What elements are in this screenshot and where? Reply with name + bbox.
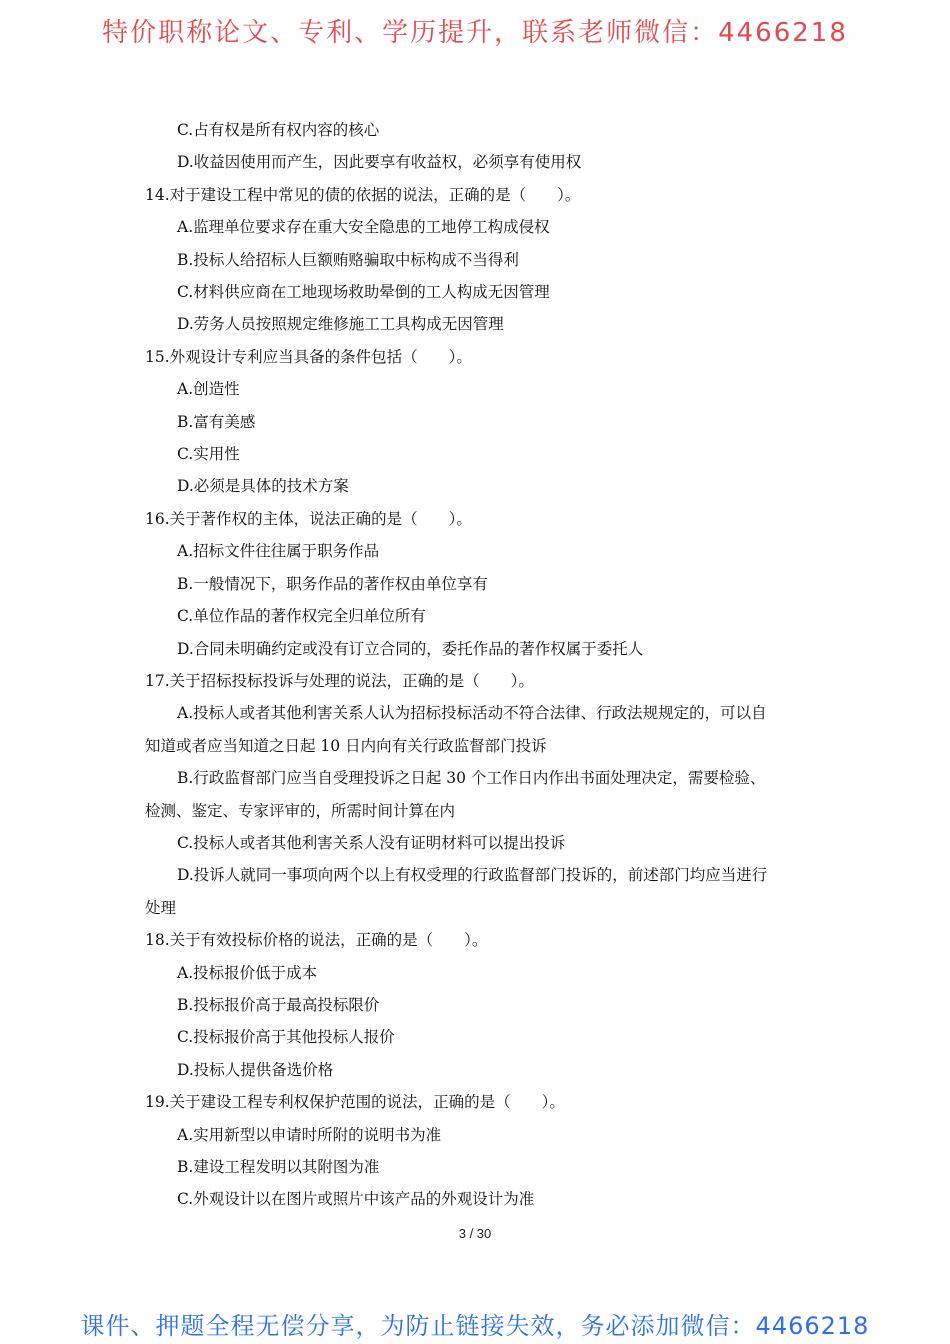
question-stem: 19.关于建设工程专利权保护范围的说法，正确的是（ ）。 — [145, 1093, 565, 1112]
promo-banner-top: 特价职称论文、专利、学历提升，联系老师微信：4466218 — [102, 18, 848, 48]
question-stem: 17.关于招标投标投诉与处理的说法，正确的是（ ）。 — [145, 671, 534, 690]
answer-option: B.投标人给招标人巨额贿赂骗取中标构成不当得利 — [177, 250, 519, 269]
answer-option: A.创造性 — [177, 380, 240, 399]
answer-option: A.实用新型以申请时所附的说明书为准 — [177, 1125, 442, 1144]
question-stem: 15.外观设计专利应当具备的条件包括（ ）。 — [145, 347, 472, 366]
answer-option: B.投标报价高于最高投标限价 — [177, 995, 380, 1014]
answer-option: B.行政监督部门应当自受理投诉之日起 30 个工作日内作出书面处理决定，需要检验、 — [177, 769, 766, 788]
answer-option: D.必须是具体的技术方案 — [177, 477, 349, 496]
answer-option: A.招标文件往往属于职务作品 — [177, 542, 380, 561]
answer-option: C.占有权是所有权内容的核心 — [177, 121, 380, 139]
question-stem: 18.关于有效投标价格的说法，正确的是（ ）。 — [145, 931, 488, 950]
page-number: 3 / 30 — [458, 1226, 492, 1241]
answer-option: A.投标报价低于成本 — [177, 963, 318, 982]
answer-option: B.一般情况下，职务作品的著作权由单位享有 — [177, 574, 488, 593]
answer-option: B.富有美感 — [177, 412, 256, 431]
text-continuation: 检测、鉴定、专家评审的，所需时间计算在内 — [145, 801, 456, 820]
document-body — [145, 114, 810, 1216]
answer-option: D.合同未明确约定或没有订立合同的，委托作品的著作权属于委托人 — [177, 639, 644, 658]
answer-option: D.收益因使用而产生，因此要享有收益权，必须享有使用权 — [177, 153, 582, 172]
answer-option: B.建设工程发明以其附图为准 — [177, 1158, 380, 1176]
answer-option: C.外观设计以在图片或照片中该产品的外观设计为准 — [177, 1190, 535, 1209]
text-continuation: 处理 — [145, 898, 177, 917]
text-continuation: 知道或者应当知道之日起 10 日内向有关行政监督部门投诉 — [145, 736, 547, 755]
answer-option: D.劳务人员按照规定维修施工工具构成无因管理 — [177, 315, 504, 334]
answer-option: D.投标人提供备选价格 — [177, 1060, 334, 1079]
answer-option: C.投标人或者其他利害关系人没有证明材料可以提出投诉 — [177, 833, 566, 852]
answer-option: A.投标人或者其他利害关系人认为招标投标活动不符合法律、行政法规规定的，可以自 — [177, 704, 767, 723]
answer-option: C.单位作品的著作权完全归单位所有 — [177, 607, 426, 626]
answer-option: C.材料供应商在工地现场救助晕倒的工人构成无因管理 — [177, 283, 550, 302]
promo-banner-bottom: 课件、押题全程无偿分享，为防止链接失效，务必添加微信：4466218 — [80, 1312, 870, 1340]
answer-option: C.实用性 — [177, 445, 240, 464]
answer-option: D.投诉人就同一事项向两个以上有权受理的行政监督部门投诉的，前述部门均应当进行 — [177, 866, 768, 885]
question-stem: 14.对于建设工程中常见的债的依据的说法，正确的是（ ）。 — [145, 185, 581, 204]
answer-option: C.投标报价高于其他投标人报价 — [177, 1028, 395, 1047]
question-stem: 16.关于著作权的主体，说法正确的是（ ）。 — [145, 509, 472, 528]
answer-option: A.监理单位要求存在重大安全隐患的工地停工构成侵权 — [177, 218, 550, 237]
